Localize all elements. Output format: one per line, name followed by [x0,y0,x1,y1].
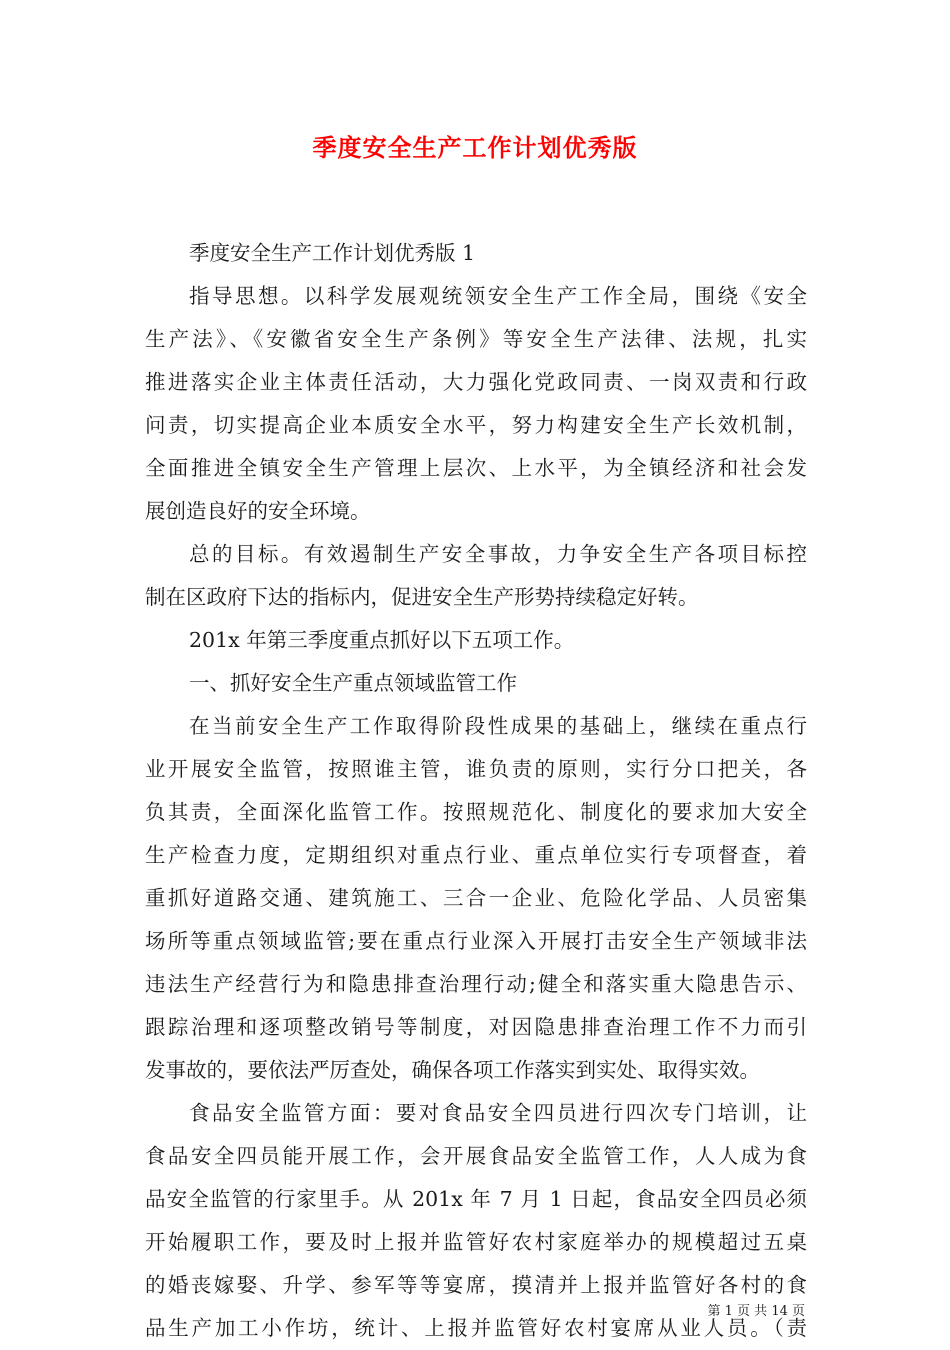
paragraph-line: 品安全监管的行家里手。从 201x 年 7 月 1 日起，食品安全四员必须 [145,1187,807,1211]
paragraph-line: 违法生产经营行为和隐患排查治理行动;健全和落实重大隐患告示、 [145,972,807,996]
paragraph-line: 201x 年第三季度重点抓好以下五项工作。 [189,628,575,652]
page-number: 第 1 页 共 14 页 [707,1304,805,1319]
paragraph-line: 总的目标。有效遏制生产安全事故，力争安全生产各项目标控 [189,542,807,566]
paragraph-line: 的婚丧嫁娶、升学、参军等等宴席，摸清并上报并监管好各村的食 [145,1273,807,1297]
paragraph-line: 问责，切实提高企业本质安全水平，努力构建安全生产长效机制， [145,413,807,437]
paragraph-line: 跟踪治理和逐项整改销号等制度，对因隐患排查治理工作不力而引 [145,1015,807,1039]
paragraph-line: 品生产加工小作坊，统计、上报并监管好农村宴席从业人员。（责 [145,1316,807,1340]
paragraph-line: 开始履职工作，要及时上报并监管好农村家庭举办的规模超过五桌 [145,1230,807,1254]
paragraph-line: 推进落实企业主体责任活动，大力强化党政同责、一岗双责和行政 [145,370,807,394]
paragraph-line: 负其责，全面深化监管工作。按照规范化、制度化的要求加大安全 [145,800,807,824]
paragraph-line: 业开展安全监管，按照谁主管，谁负责的原则，实行分口把关，各 [145,757,807,781]
paragraph-line: 场所等重点领域监管;要在重点行业深入开展打击安全生产领域非法 [145,929,807,953]
paragraph-line: 生产法》、《安徽省安全生产条例》等安全生产法律、法规，扎实 [145,327,807,351]
paragraph-line: 展创造良好的安全环境。 [145,499,371,523]
paragraph-line: 重抓好道路交通、建筑施工、三合一企业、危险化学品、人员密集 [145,886,807,910]
section-heading: 一、抓好安全生产重点领域监管工作 [189,671,517,695]
paragraph-line: 食品安全监管方面：要对食品安全四员进行四次专门培训，让 [189,1101,807,1125]
paragraph-line: 制在区政府下达的指标内，促进安全生产形势持续稳定好转。 [145,585,699,609]
document-body [145,232,807,1350]
paragraph-line: 生产检查力度，定期组织对重点行业、重点单位实行专项督查，着 [145,843,807,867]
document-title: 季度安全生产工作计划优秀版 [312,133,638,162]
paragraph-line: 全面推进全镇安全生产管理上层次、上水平，为全镇经济和社会发 [145,456,807,480]
paragraph-line: 季度安全生产工作计划优秀版 1 [189,241,476,265]
paragraph-line: 发事故的，要依法严厉查处，确保各项工作落实到实处、取得实效。 [145,1058,760,1082]
paragraph-line: 在当前安全生产工作取得阶段性成果的基础上，继续在重点行 [189,714,807,738]
paragraph-line: 食品安全四员能开展工作，会开展食品安全监管工作，人人成为食 [145,1144,807,1168]
paragraph-line: 指导思想。以科学发展观统领安全生产工作全局，围绕《安全 [189,284,807,308]
